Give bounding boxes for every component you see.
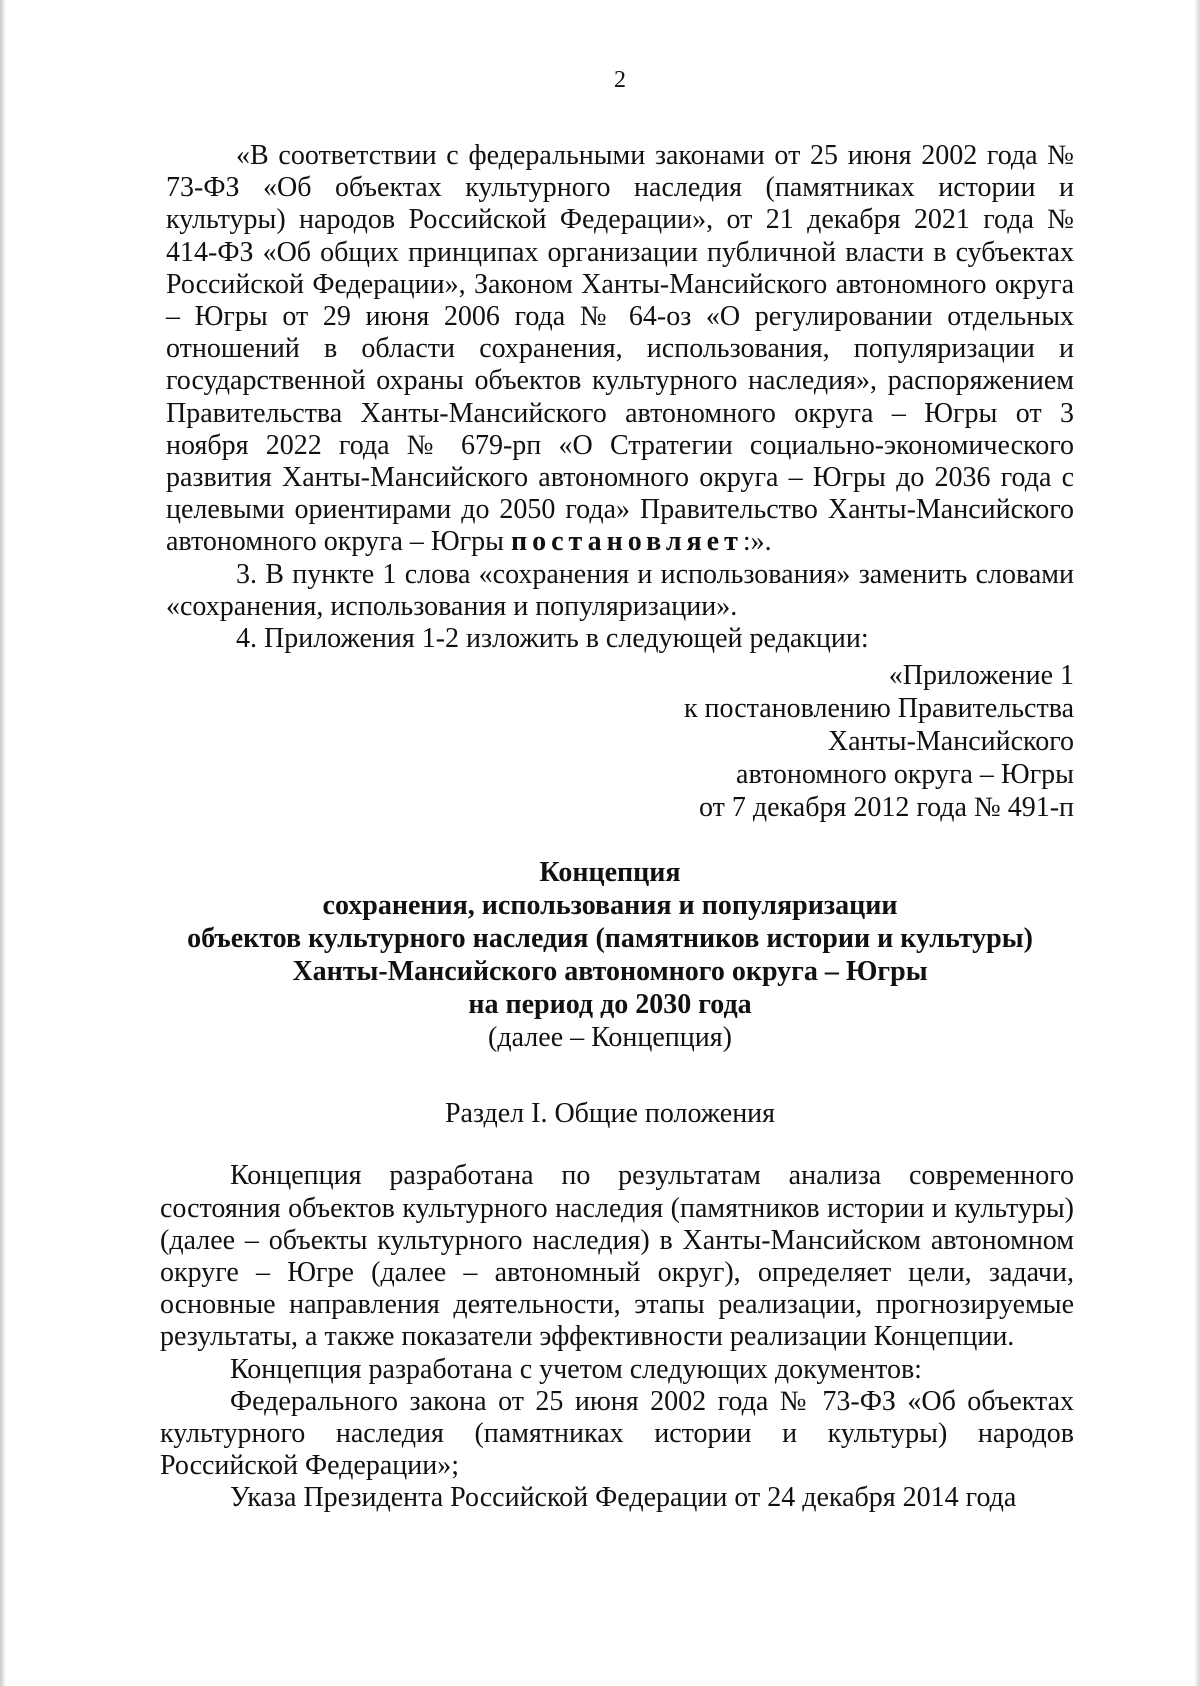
body-paragraph: Указа Президента Российской Федерации от 24 декабря 2014 года <box>230 1482 1017 1514</box>
concept-subtitle: (далее – Концепция) <box>488 1022 732 1054</box>
item-paragraph-4: 4. Приложения 1-2 изложить в следующей редакции: <box>236 623 869 655</box>
page-number: 2 <box>614 67 626 93</box>
body-paragraph: Концепция разработана по результатам анализа современного состояния объектов культурного наследия (памятников истории и культуры) (далее – объекты культурного наследия) в Ханты-Мансийском автономном округе – Югре (далее – автономный округ), определяет цели, задачи, основные направления деятельности, этапы реализации, прогнозируемые результаты, а также показатели эффективности реализации Концепции. <box>160 1160 1074 1353</box>
body-paragraph: Федерального закона от 25 июня 2002 года № 73-ФЗ «Об объектах культурного наследия (памятниках истории и культуры) народов Российской Федерации»; <box>160 1385 1074 1482</box>
concept-title <box>146 856 1074 1054</box>
section-body <box>160 1160 1074 1514</box>
appendix-line: к постановлению Правительства <box>683 693 1074 725</box>
title-line: Концепция <box>539 857 681 889</box>
document-body <box>160 140 1074 1515</box>
title-line: объектов культурного наследия (памятников истории и культуры) <box>187 923 1033 955</box>
title-line: на период до 2030 года <box>468 989 752 1021</box>
decree-word: постановляет <box>510 526 743 558</box>
intro-paragraph <box>166 140 1074 559</box>
item-paragraph-3: 3. В пункте 1 слова «сохранения и использования» заменить словами «сохранения, использования и популяризации». <box>166 558 1074 622</box>
scan-edge-right <box>1194 0 1200 1686</box>
intro-text: «В соответствии с федеральными законами от 25 июня 2002 года № 73-ФЗ «Об объектах культурного наследия (памятниках истории и культуры) народов Российской Федерации», от 21 декабря 2021 года № 414-ФЗ «Об общих принципах организации публичной власти в субъектах Российской Федерации», Законом Ханты-Мансийского автономного округа – Югры от 29 июня 2006 года № 64-оз «О регулировании отдельных отношений в области сохранения, использования, популяризации и государственной охраны объектов культурного наследия», распоряжением Правительства Ханты-Мансийского автономного округа – Югры от 3 ноября 2022 года № 679-рп «О Стратегии социально-экономического развития Ханты-Мансийского автономного округа – Югры до 2036 года с целевыми ориентирами до 2050 года» Правительство Ханты-Мансийского автономного округа – Югры <box>166 140 1074 558</box>
appendix-line: «Приложение 1 <box>888 660 1074 692</box>
body-paragraph: Концепция разработана с учетом следующих документов: <box>230 1353 922 1385</box>
title-line: сохранения, использования и популяризации <box>322 890 898 922</box>
intro-closing: :». <box>742 526 772 558</box>
appendix-line: автономного округа – Югры <box>736 759 1074 791</box>
scan-edge-left <box>0 0 6 1686</box>
appendix-line: Ханты-Мансийского <box>827 726 1074 758</box>
appendix-reference <box>166 659 1074 824</box>
section-heading: Раздел I. Общие положения <box>444 1098 776 1130</box>
appendix-line: от 7 декабря 2012 года № 491-п <box>699 792 1074 824</box>
title-line: Ханты-Мансийского автономного округа – Югры <box>292 956 928 988</box>
